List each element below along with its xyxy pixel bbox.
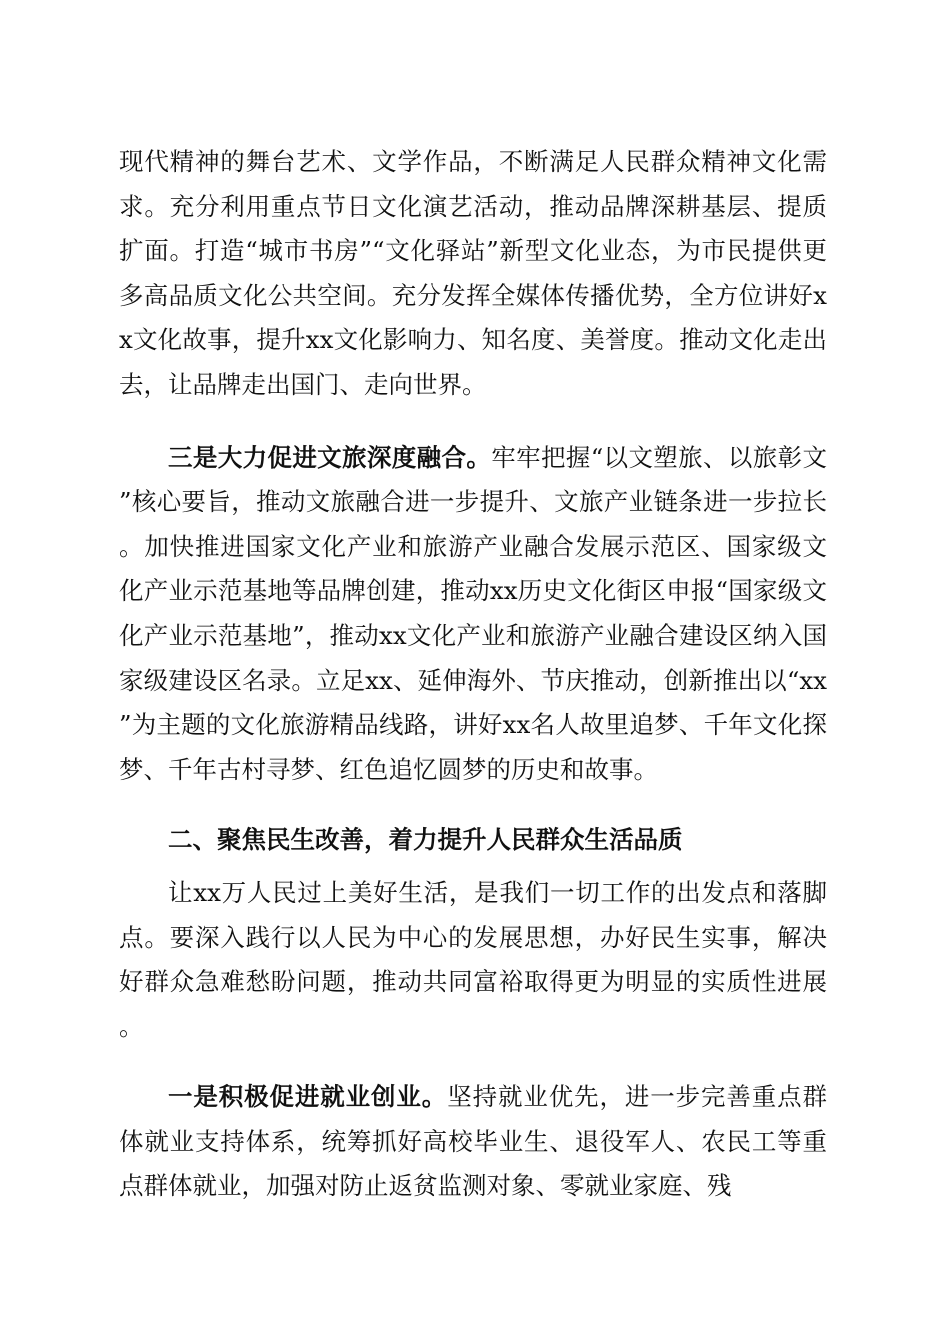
paragraph-culture-continued xyxy=(119,140,827,408)
paragraph-culture-tourism xyxy=(119,436,827,793)
paragraph-lead: 一是积极促进就业创业。 xyxy=(168,1082,448,1112)
paragraph-employment xyxy=(119,1075,827,1209)
document-body xyxy=(119,140,827,1209)
paragraph-text: 现代精神的舞台艺术、文学作品，不断满足人民群众精神文化需求。充分利用重点节日文化演艺活动，推动品牌深耕基层、提质扩面。打造“城市书房”“文化驿站”新型文化业态，为市民提供更多高品质文化公共空间。充分发挥全媒体传播优势，全方位讲好xx文化故事，提升xx文化影响力、知名度、美誉度。推动文化走出去，让品牌走出国门、走向世界。 xyxy=(119,147,827,399)
paragraph-livelihood-intro xyxy=(119,871,827,1049)
paragraph-lead: 三是大力促进文旅深度融合。 xyxy=(168,442,492,472)
section-heading: 二、聚焦民生改善，着力提升人民群众生活品质 xyxy=(168,825,683,855)
paragraph-text: 牢牢把握“以文塑旅、以旅彰文”核心要旨，推动文旅融合进一步提升、文旅产业链条进一步拉长。加快推进国家文化产业和旅游产业融合发展示范区、国家级文化产业示范基地等品牌创建，推动xx历史文化街区申报“国家级文化产业示范基地”，推动xx文化产业和旅游产业融合建设区纳入国家级建设区名录。立足xx、延伸海外、节庆推动，创新推出以“xx”为主题的文化旅游精品线路，讲好xx名人故里追梦、千年文化探梦、千年古村寻梦、红色追忆圆梦的历史和故事。 xyxy=(119,442,827,784)
paragraph-text: 让xx万人民过上美好生活，是我们一切工作的出发点和落脚点。要深入践行以人民为中心的发展思想，办好民生实事，解决好群众急难愁盼问题，推动共同富裕取得更为明显的实质性进展。 xyxy=(119,877,827,1041)
paragraph-text: 坚持就业优先，进一步完善重点群体就业支持体系，统筹抓好高校毕业生、退役军人、农民工等重点群体就业，加强对防止返贫监测对象、零就业家庭、残 xyxy=(119,1082,828,1201)
